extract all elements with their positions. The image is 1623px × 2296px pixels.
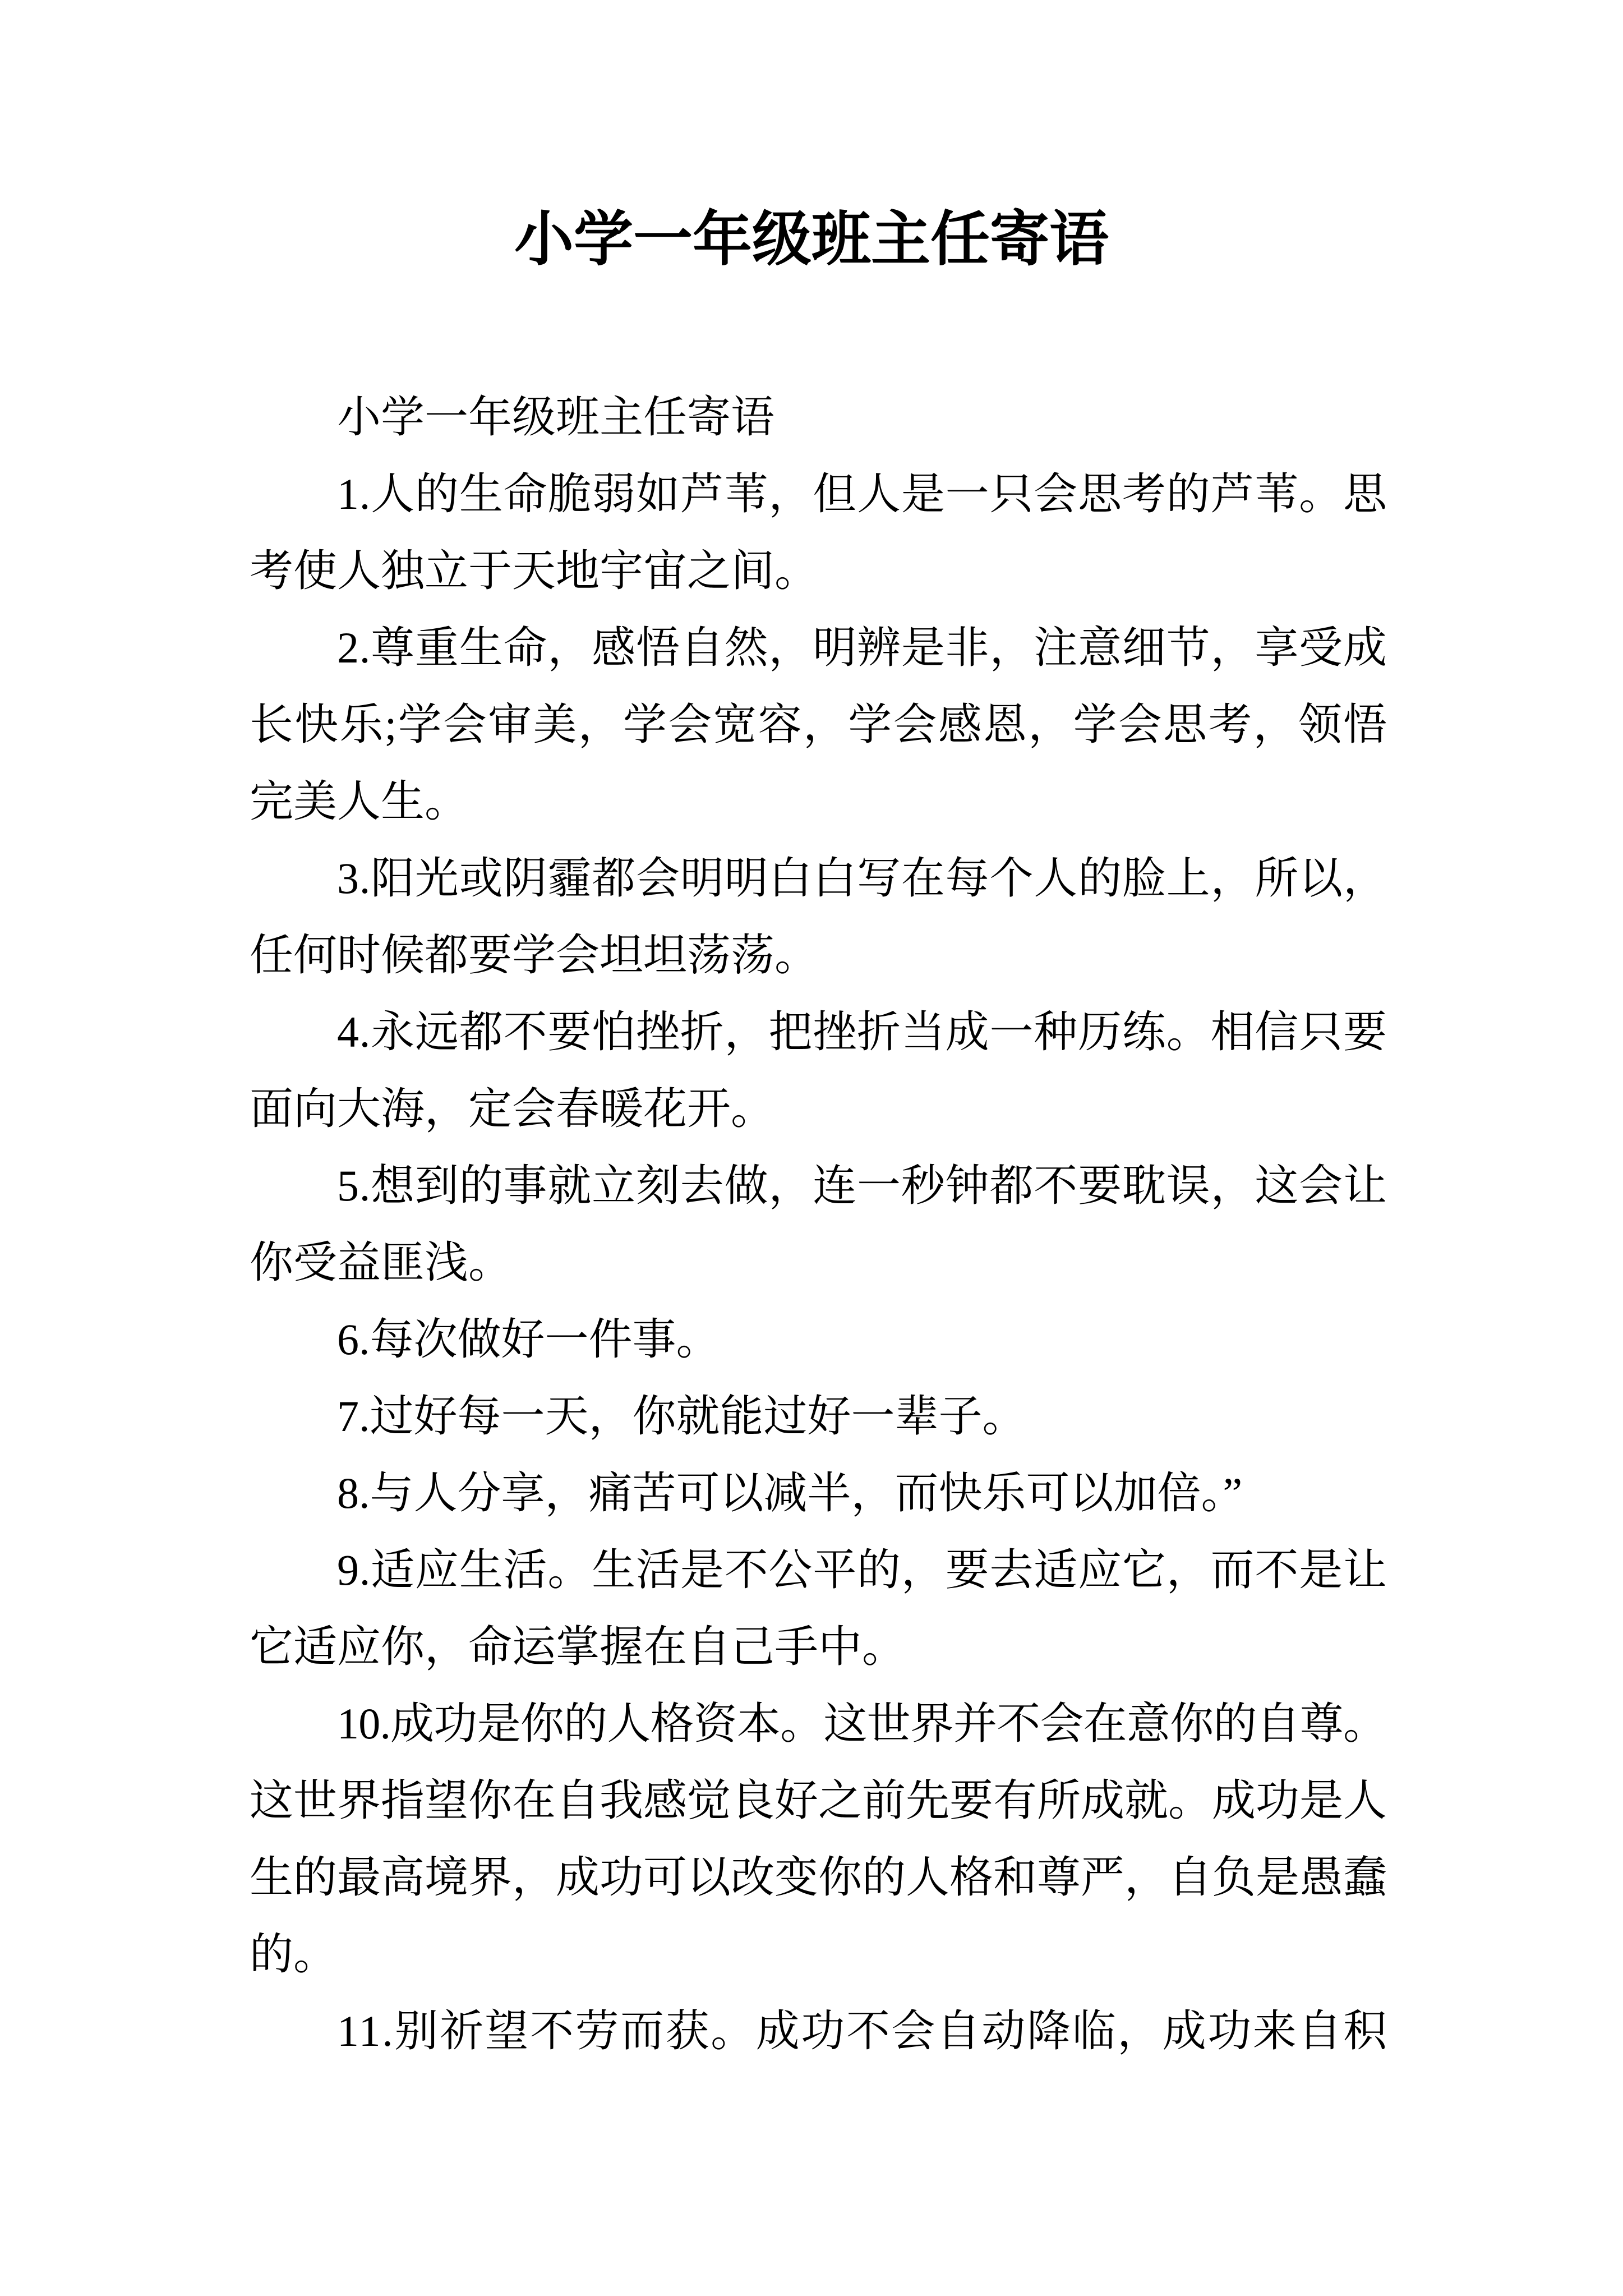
intro-heading (250, 379, 1387, 455)
text-line: 长快乐;学会审美，学会宽容，学会感恩，学会思考，领悟 (250, 700, 1389, 749)
text-line: 它适应你，命运掌握在自己手中。 (250, 1622, 906, 1671)
message-item-6 (250, 1301, 1387, 1378)
message-item-9 (250, 1531, 1387, 1685)
text-line: 4.永远都不要怕挫折，把挫折当成一种历练。相信只要 (337, 1007, 1387, 1056)
text-line: 考使人独立于天地宇宙之间。 (250, 546, 819, 595)
document-body (250, 379, 1387, 2069)
text-line: 任何时候都要学会坦坦荡荡。 (250, 931, 819, 979)
message-item-11 (250, 1993, 1387, 2069)
message-item-8 (250, 1455, 1387, 1531)
text-line: 9.适应生活。生活是不公平的，要去适应它，而不是让 (337, 1545, 1387, 1594)
text-line: 你受益匪浅。 (250, 1238, 513, 1287)
text-line: 8.与人分享，痛苦可以减半，而快乐可以加倍。” (337, 1469, 1243, 1517)
message-item-2 (250, 609, 1387, 840)
text-line: 5.想到的事就立刻去做，连一秒钟都不要耽误，这会让 (337, 1161, 1387, 1210)
document-title: 小学一年级班主任寄语 (514, 207, 1109, 273)
message-item-10 (250, 1685, 1387, 1993)
message-item-7 (250, 1378, 1387, 1455)
text-line: 10.成功是你的人格资本。这世界并不会在意你的自尊。 (337, 1699, 1387, 1748)
text-line: 7.过好每一天，你就能过好一辈子。 (337, 1392, 1026, 1441)
text-line: 小学一年级班主任寄语 (337, 393, 775, 441)
text-line: 的。 (250, 1930, 338, 1978)
text-line: 2.尊重生命，感悟自然，明辨是非，注意细节，享受成 (337, 623, 1387, 672)
text-line: 完美人生。 (250, 777, 469, 826)
text-line: 11.别祈望不劳而获。成功不会自动降临，成功来自积 (337, 2007, 1389, 2055)
text-line: 1.人的生命脆弱如芦苇，但人是一只会思考的芦苇。思 (337, 470, 1387, 518)
text-line: 生的最高境界，成功可以改变你的人格和尊严，自负是愚蠢 (250, 1853, 1387, 1902)
message-item-3 (250, 840, 1387, 993)
message-item-4 (250, 993, 1387, 1147)
text-line: 3.阳光或阴霾都会明明白白写在每个人的脸上，所以， (337, 854, 1387, 903)
text-line: 面向大海，定会春暖花开。 (250, 1084, 775, 1133)
message-item-1 (250, 455, 1387, 609)
text-line: 这世界指望你在自我感觉良好之前先要有所成就。成功是人 (250, 1776, 1387, 1825)
message-item-5 (250, 1147, 1387, 1301)
text-line: 6.每次做好一件事。 (337, 1315, 720, 1364)
